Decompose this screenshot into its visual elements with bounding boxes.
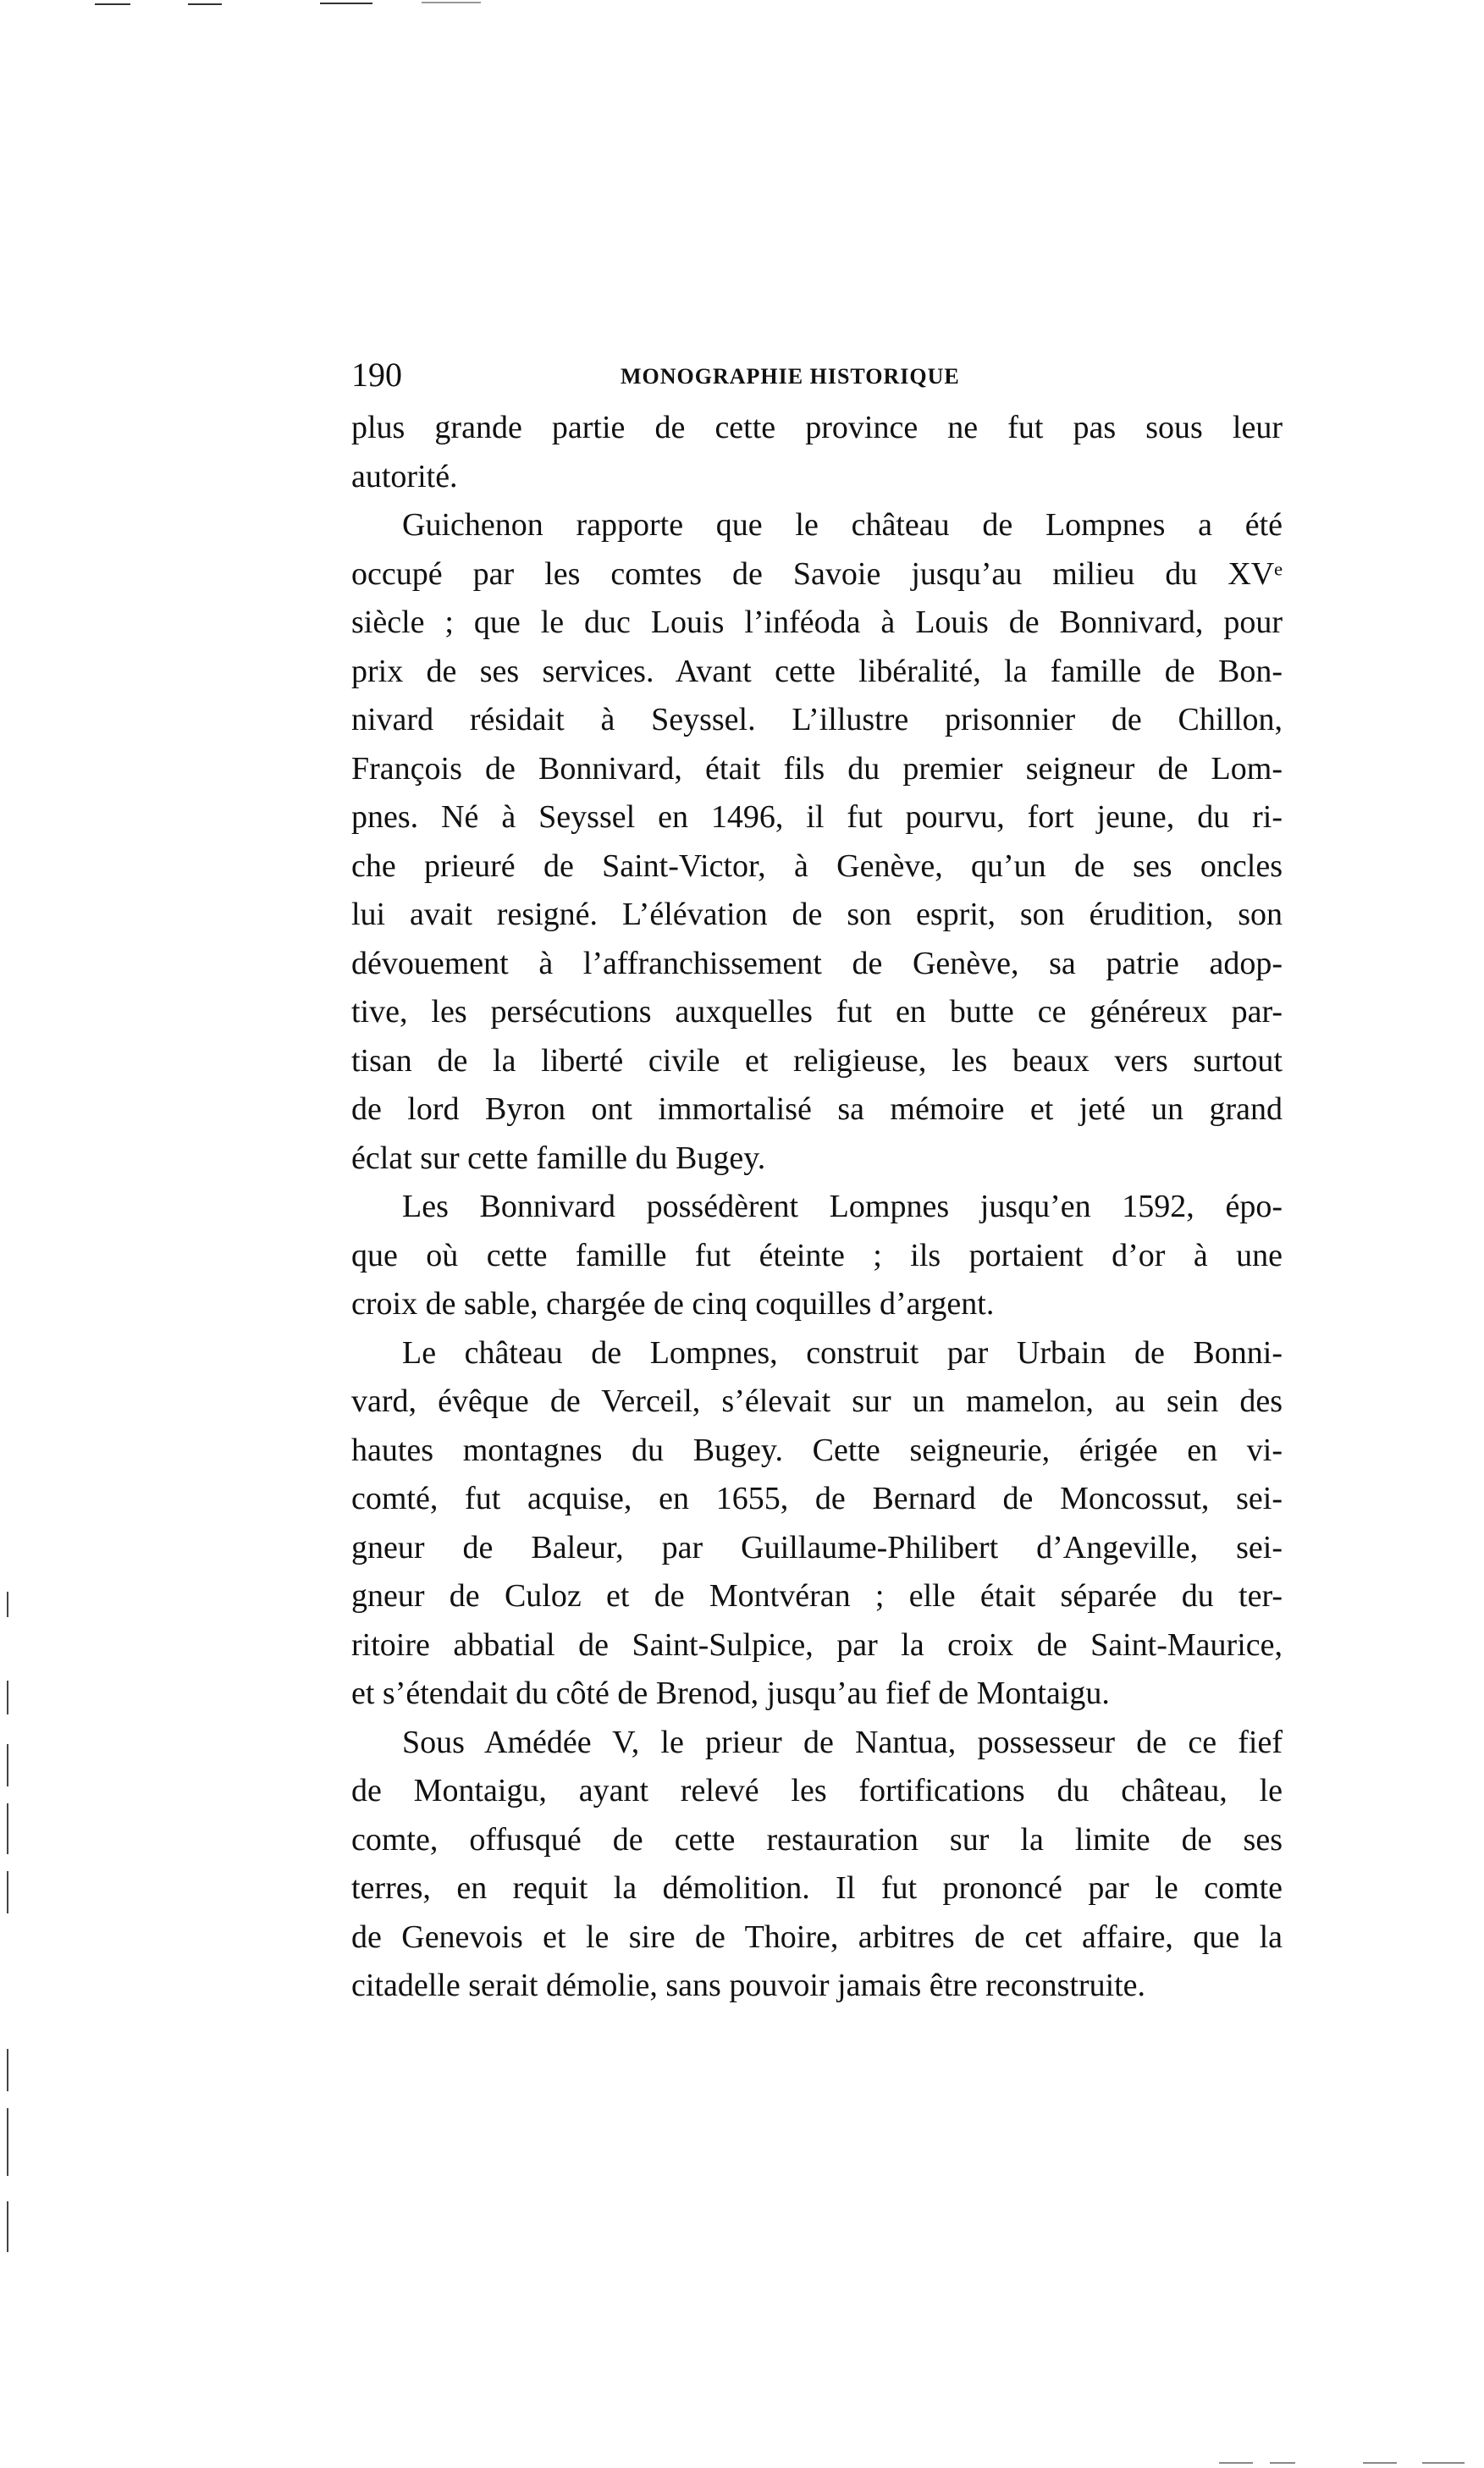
running-title: MONOGRAPHIE HISTORIQUE <box>621 364 960 389</box>
page-header <box>351 354 1278 396</box>
scan-artifact <box>95 3 130 5</box>
text-line: gneur de Culoz et de Montvéran ; elle était séparée du ter- <box>351 1578 1283 1614</box>
scan-artifact <box>1422 2462 1465 2464</box>
text-line: dévouement à l’affranchissement de Genève, sa patrie adop- <box>351 945 1283 981</box>
scan-artifact <box>7 1803 8 1854</box>
text-line: Sous Amédée V, le prieur de Nantua, possesseur de ce fief <box>402 1724 1283 1760</box>
text-line: prix de ses services. Avant cette libéralité, la famille de Bon- <box>351 653 1283 689</box>
scan-artifact <box>320 3 372 4</box>
scan-artifact <box>7 1744 8 1786</box>
text-line: comté, fut acquise, en 1655, de Bernard de Moncossut, sei- <box>351 1481 1283 1516</box>
text-line: occupé par les comtes de Savoie jusqu’au milieu du XVᵉ <box>351 555 1283 592</box>
text-line: et s’étendait du côté de Brenod, jusqu’au fief de Montaigu. <box>351 1676 1110 1711</box>
text-line: plus grande partie de cette province ne fut pas sous leur <box>351 410 1283 445</box>
scan-artifact <box>1363 2462 1397 2464</box>
scan-artifact <box>7 2108 8 2176</box>
text-line: tive, les persécutions auxquelles fut en butte ce généreux par- <box>351 994 1283 1030</box>
text-line: che prieuré de Saint-Victor, à Genève, qu’un de ses oncles <box>351 848 1283 884</box>
scan-artifact <box>7 2201 8 2252</box>
text-line: que où cette famille fut éteinte ; ils portaient d’or à une <box>351 1237 1283 1273</box>
text-line: de Montaigu, ayant relevé les fortifications du château, le <box>351 1773 1283 1808</box>
text-line: lui avait resigné. L’élévation de son esprit, son érudition, son <box>351 897 1283 932</box>
text-line: François de Bonnivard, était fils du premier seigneur de Lom- <box>351 750 1283 787</box>
scan-artifact <box>1219 2462 1253 2464</box>
text-line: vard, évêque de Verceil, s’élevait sur un mamelon, au sein des <box>351 1383 1283 1419</box>
text-line: Le château de Lompnes, construit par Urbain de Bonni- <box>402 1334 1283 1371</box>
scan-artifact <box>7 1681 8 1714</box>
scan-artifact <box>422 2 481 3</box>
scan-artifact <box>7 1871 8 1913</box>
page-number: 190 <box>351 356 402 394</box>
text-line: Les Bonnivard possédèrent Lompnes jusqu’en 1592, épo- <box>402 1189 1283 1224</box>
text-line: tisan de la liberté civile et religieuse, les beaux vers surtout <box>351 1042 1283 1079</box>
text-line: comte, offusqué de cette restauration sur la limite de ses <box>351 1821 1283 1858</box>
text-line: terres, en requit la démolition. Il fut prononcé par le comte <box>351 1870 1283 1906</box>
text-line: citadelle serait démolie, sans pouvoir jamais être reconstruite. <box>351 1968 1146 2003</box>
text-line: Guichenon rapporte que le château de Lompnes a été <box>402 507 1283 543</box>
text-line: de lord Byron ont immortalisé sa mémoire et jeté un grand <box>351 1091 1283 1127</box>
body-text <box>351 404 1283 2011</box>
text-line: autorité. <box>351 458 458 494</box>
text-line: pnes. Né à Seyssel en 1496, il fut pourvu, fort jeune, du ri- <box>351 799 1283 835</box>
scan-artifact <box>188 3 222 5</box>
text-line: éclat sur cette famille du Bugey. <box>351 1140 766 1176</box>
text-line: siècle ; que le duc Louis l’inféoda à Louis de Bonnivard, pour <box>351 605 1283 640</box>
text-line: hautes montagnes du Bugey. Cette seigneurie, érigée en vi- <box>351 1432 1283 1468</box>
text-line: de Genevois et le sire de Thoire, arbitres de cet affaire, que la <box>351 1919 1283 1955</box>
scan-artifact <box>7 1592 8 1617</box>
scan-artifact <box>7 2049 8 2091</box>
scan-artifact <box>1270 2462 1295 2464</box>
text-line: croix de sable, chargée de cinq coquilles d’argent. <box>351 1286 995 1322</box>
text-line: gneur de Baleur, par Guillaume-Philibert d’Angeville, sei- <box>351 1529 1283 1565</box>
text-line: nivard résidait à Seyssel. L’illustre prisonnier de Chillon, <box>351 702 1283 737</box>
text-line: ritoire abbatial de Saint-Sulpice, par la croix de Saint-Maurice, <box>351 1626 1283 1663</box>
